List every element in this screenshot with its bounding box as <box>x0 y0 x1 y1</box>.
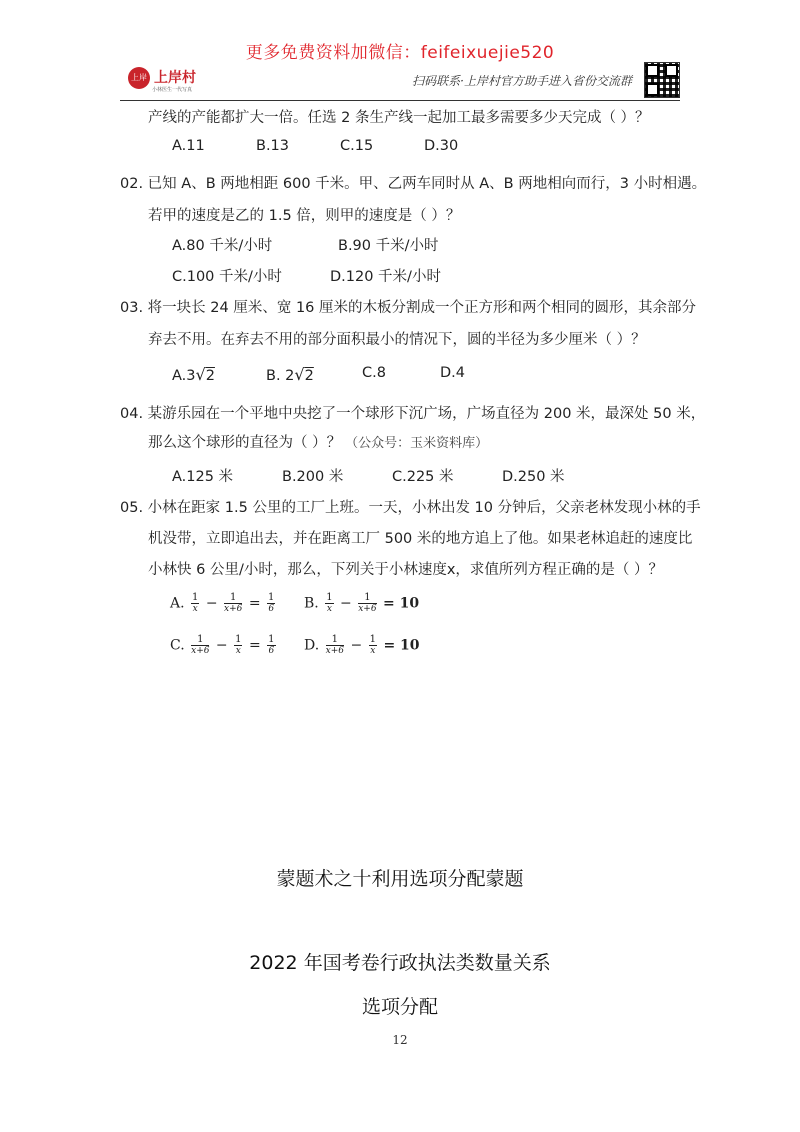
q04-line-1: 04. 某游乐园在一个平地中央挖了一个球形下沉广场，广场直径为 200 米，最深处 50 米， <box>120 406 706 422</box>
q05-option-c: C. $\frac{1}{x+6}$ − $\frac{1}{x}$ = $\frac{1}{6}$ <box>170 634 275 656</box>
q05-option-d: D. $\frac{1}{x+6}$ − $\frac{1}{x}$ = 10 <box>304 634 420 656</box>
q04-watermark: （公众号：玉米资料库） <box>345 436 489 451</box>
qr-code-icon <box>644 62 680 98</box>
q04-option-b: B.200 米 <box>282 469 344 485</box>
q05-line-1: 05. 小林在距家 1.5 公里的工厂上班。一天，小林出发 10 分钟后，父亲老林发现小林的手 <box>120 500 701 516</box>
q05-option-b: B. $\frac{1}{x}$ − $\frac{1}{x+6}$ = 10 <box>304 592 420 614</box>
q05-line-2: 机没带，立即追出去，并在距离工厂 500 米的地方追上了他。如果老林追赶的速度比 <box>148 531 693 547</box>
q01-option-c: C.15 <box>340 138 374 154</box>
q02-line-2: 若甲的速度是乙的 1.5 倍，则甲的速度是（ ）？ <box>148 208 461 224</box>
q03-option-a: A.3√2 <box>172 365 215 384</box>
page-number: 12 <box>392 1033 408 1047</box>
q02-option-d: D.120 千米/小时 <box>330 269 441 285</box>
logo-text: 上岸村 <box>154 70 196 86</box>
q05-line-3: 小林快 6 公里/小时，那么，下列关于小林速度x，求值所列方程正确的是（ ）？ <box>148 562 664 578</box>
logo-subtext: 小林医生一代写真 <box>152 87 193 93</box>
q03-line-2: 弃去不用。在弃去不用的部分面积最小的情况下，圆的半径为多少厘米（ ）？ <box>148 332 646 348</box>
q03-line-1: 03. 将一块长 24 厘米、宽 16 厘米的木板分割成一个正方形和两个相同的圆形，其余部分 <box>120 300 697 316</box>
q03-option-b: B. 2√2 <box>266 365 314 384</box>
subtitle-line-1: 2022 年国考卷行政执法类数量关系 <box>249 952 551 974</box>
section-title: 蒙题术之十利用选项分配蒙题 <box>276 868 524 890</box>
logo-badge-icon: 上岸 <box>128 67 150 89</box>
q02-line-1: 02. 已知 A、B 两地相距 600 千米。甲、乙两车同时从 A、B 两地相向而行，3 小时相遇。 <box>120 176 707 192</box>
subtitle-line-2: 选项分配 <box>361 996 438 1018</box>
q04-line-2: 那么这个球形的直径为（ ）？ （公众号：玉米资料库） <box>148 435 489 451</box>
q01-continuation: 产线的产能都扩大一倍。任选 2 条生产线一起加工最多需要多少天完成（ ）？ <box>148 110 650 126</box>
q04-option-a: A.125 米 <box>172 469 234 485</box>
q01-option-a: A.11 <box>172 138 205 154</box>
q03-option-c: C.8 <box>362 365 386 381</box>
q04-option-d: D.250 米 <box>502 469 565 485</box>
q02-option-b: B.90 千米/小时 <box>338 238 439 254</box>
q02-option-a: A.80 千米/小时 <box>172 238 273 254</box>
page-header <box>120 62 680 98</box>
q03-option-d: D.4 <box>440 365 465 381</box>
header-contact-text: 扫码联系·上岸村官方助手进入省份交流群 <box>412 74 632 88</box>
header-divider <box>120 100 680 101</box>
q01-option-b: B.13 <box>256 138 290 154</box>
q05-option-a: A. $\frac{1}{x}$ − $\frac{1}{x+6}$ = $\frac{1}{6}$ <box>170 592 275 614</box>
q01-option-d: D.30 <box>424 138 459 154</box>
q02-option-c: C.100 千米/小时 <box>172 269 282 285</box>
brand-logo <box>120 65 200 95</box>
promo-banner: 更多免费资料加微信：feifeixuejie520 <box>245 43 555 63</box>
q04-option-c: C.225 米 <box>392 469 454 485</box>
